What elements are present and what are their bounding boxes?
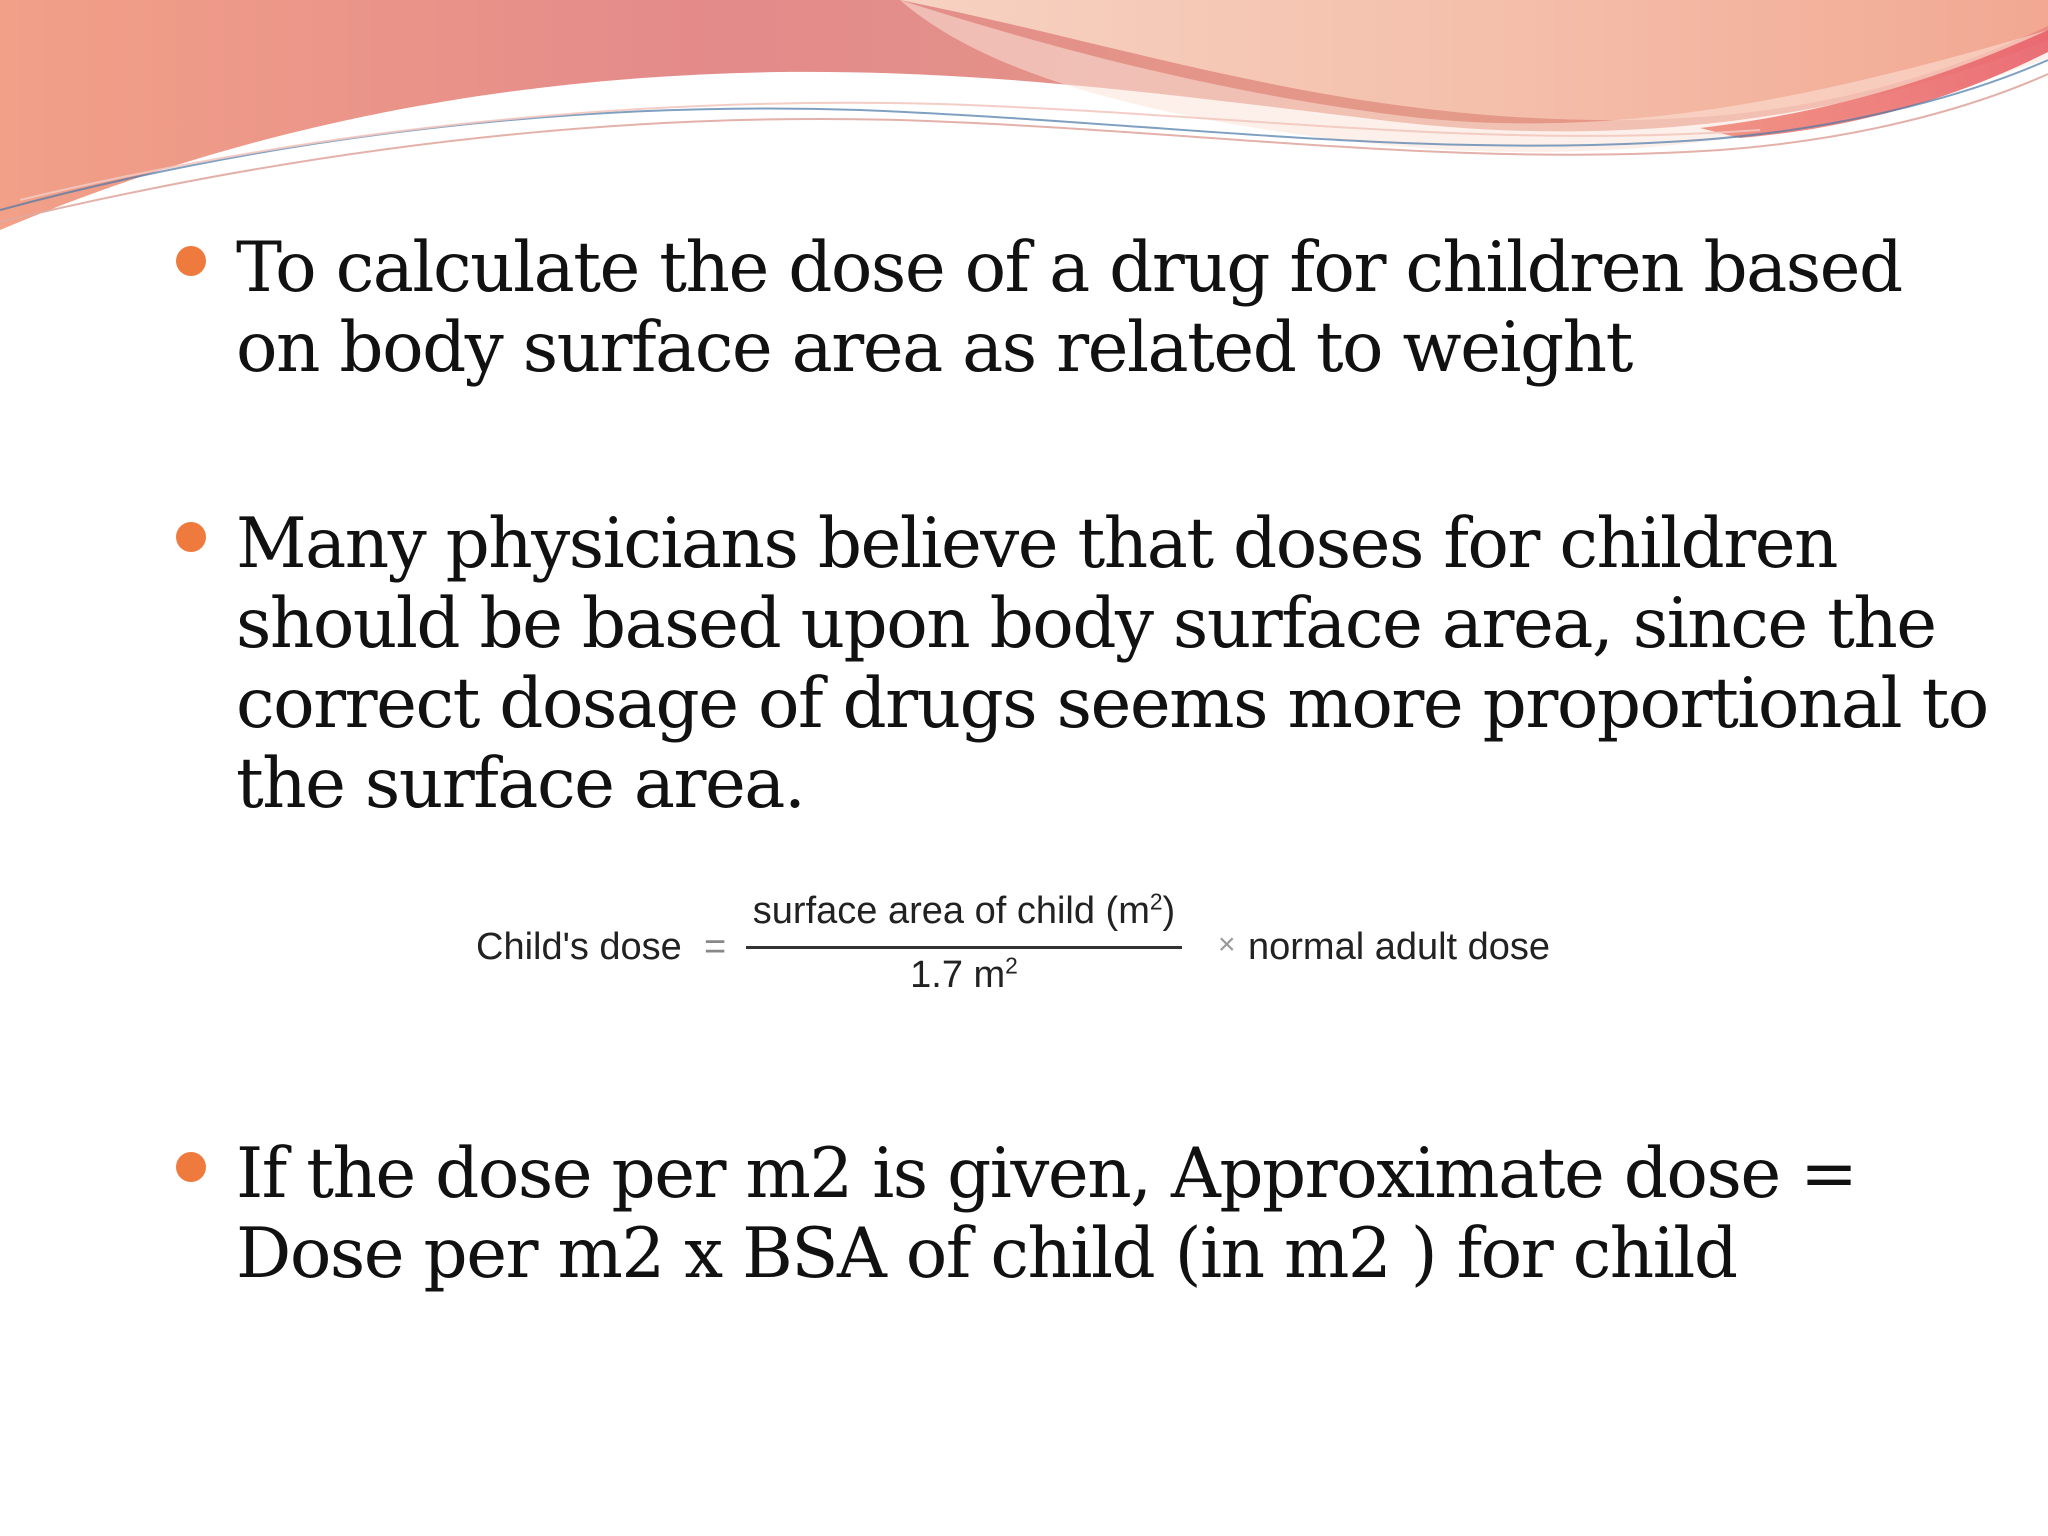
bullet-dot-icon	[176, 1152, 206, 1182]
bullet-dot-icon	[176, 522, 206, 552]
dose-formula	[474, 890, 1584, 1010]
bullet-text-line: on body surface area as related to weight	[236, 308, 1632, 388]
bullet-text-line: should be based upon body surface area, since the	[236, 584, 1936, 664]
formula-lhs: Child's dose	[476, 926, 682, 968]
bullet-text-line: Many physicians believe that doses for children	[236, 504, 1837, 584]
formula-denominator-text: 1.7 m	[910, 954, 1006, 996]
bullet-text-line: To calculate the dose of a drug for children based	[236, 228, 1902, 308]
bullet-text-line: If the dose per m2 is given, Approximate dose =	[236, 1134, 1857, 1214]
bullet-text-line: the surface area.	[236, 744, 805, 824]
formula-numerator	[744, 890, 1184, 933]
formula-equals: =	[704, 926, 727, 968]
formula-denominator-exponent: 2	[1005, 952, 1018, 979]
formula-numerator-text: surface area of child (m	[752, 890, 1150, 932]
bullet-item	[236, 228, 1902, 388]
fraction-bar	[746, 946, 1182, 949]
bullet-text-line: Dose per m2 x BSA of child (in m2 ) for child	[236, 1214, 1737, 1294]
bullet-item	[236, 504, 1988, 824]
bullet-item	[236, 1134, 1896, 1294]
bullet-dot-icon	[176, 246, 206, 276]
formula-numerator-close: )	[1162, 890, 1176, 932]
formula-denominator	[744, 954, 1184, 997]
formula-times-sign: ×	[1218, 928, 1236, 961]
formula-numerator-exponent: 2	[1149, 888, 1163, 915]
bullet-text-line: correct dosage of drugs seems more proportional to	[236, 664, 1988, 744]
formula-rhs: normal adult dose	[1248, 926, 1551, 968]
